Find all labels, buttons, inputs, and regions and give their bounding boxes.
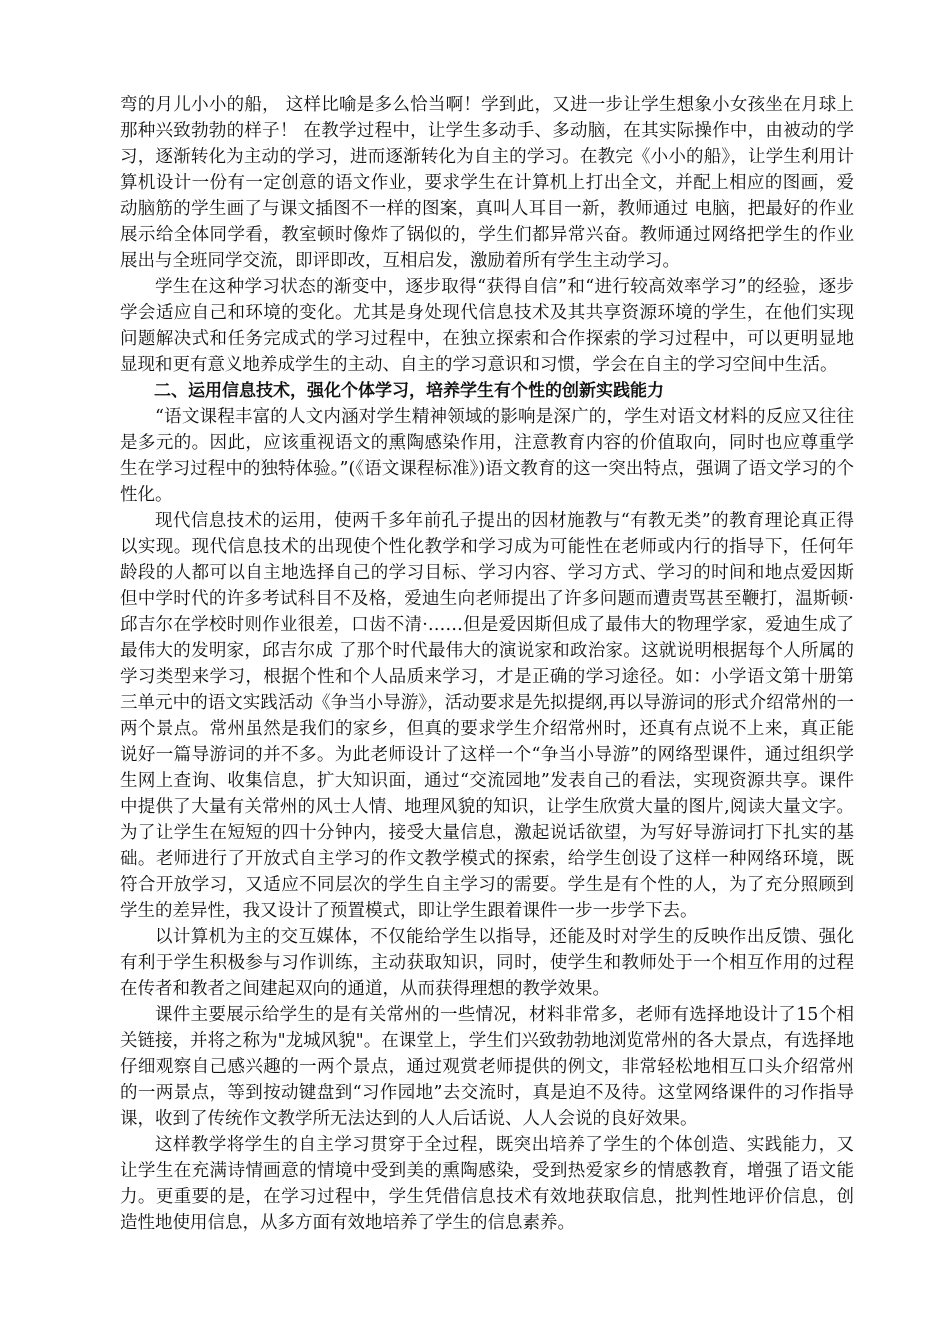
paragraph-continuation: 弯的月儿小小的船， 这样比喻是多么恰当啊！学到此，又进一步让学生想象小女孩坐在月球上那种兴致勃勃的样子！ 在教学过程中，让学生多动手、多动脑，在其实际操作中，由被动的学习，逐渐转化为主动的学习，进而逐渐转化为自主的学习。在教完《小小的船》，让学生利用计算机设计一份有一定创意的语文作业，要求学生在计算机上打出全文，并配上相应的图画，爱动脑筋的学生画了与课文插图不一样的图案，真叫人耳目一新，教师通过 电脑，把最好的作业展示给全体同学看，教室顿时像炸了锅似的，学生们都异常兴奋。教师通过网络把学生的作业展出与全班同学交流，即评即改，互相启发，激励着所有学生主动学习。 xyxy=(120,95,854,271)
paragraph-learning-state: 学生在这种学习状态的渐变中，逐步取得“获得自信”和“进行较高效率学习”的经验，逐步学会适应自己和环境的变化。尤其是身处现代信息技术及其共享资源环境的学生，在他们实现问题解决式和任务完成式的学习过程中，在独立探索和合作探索的学习过程中，可以更明显地显现和更有意义地养成学生的主动、自主的学习意识和习惯，学会在自主的学习空间中生活。 xyxy=(120,277,854,375)
paragraph-interactive-media: 以计算机为主的交互媒体，不仅能给学生以指导，还能及时对学生的反映作出反馈、强化有利于学生积极参与习作训练，主动获取知识，同时，使学生和教师处于一个相互作用的过程在传者和教者之间建起双向的通道，从而获得理想的教学效果。 xyxy=(120,927,854,999)
document-body xyxy=(120,92,854,1236)
paragraph-curriculum-quote: “语文课程丰富的人文内涵对学生精神领域的影响是深广的，学生对语文材料的反应又往往是多元的。因此，应该重视语文的熏陶感染作用，注意教育内容的价值取向，同时也应尊重学生在学习过程中的独特体验。”(《语文课程标准》)语文教育的这一突出特点，强调了语文学习的个性化。 xyxy=(120,407,854,505)
section-heading-2: 二、运用信息技术，强化个体学习，培养学生有个性的创新实践能力 xyxy=(154,381,664,401)
paragraph-courseware: 课件主要展示给学生的是有关常州的一些情况，材料非常多，老师有选择地设计了15个相关链接，并将之称为"龙城风貌"。在课堂上，学生们兴致勃勃地浏览常州的各大景点，有选择地仔细观察自己感兴趣的一两个景点，通过观赏老师提供的例文，非常轻松地相互口头介绍常州的一两景点，等到按动键盘到“习作园地”去交流时，真是迫不及待。这堂网络课件的习作指导课，收到了传统作文教学所无法达到的人人后话说、人人会说的良好效果。 xyxy=(120,1005,854,1129)
paragraph-individualized-learning: 现代信息技术的运用，使两千多年前孔子提出的因材施教与“有教无类”的教育理论真正得以实现。现代信息技术的出现使个性化教学和学习成为可能性在老师或内行的指导下，任何年龄段的人都可以自主地选择自己的学习目标、学习内容、学习方式、学习的时间和地点爱因斯但中学时代的许多考试科目不及格，爱迪生向老师提出了许多问题而遭责骂甚至鞭打，温斯顿·邱吉尔在学校时则作业很差，口齿不清·……但是爱因斯但成了最伟大的物理学家，爱迪生成了最伟大的发明家，邱吉尔成 了那个时代最伟大的演说家和政治家。这就说明根据每个人所属的学习类型来学习，根据个性和个人品质来学习，才是正确的学习途径。如：小学语文第十册第三单元中的语文实践活动《争当小导游》，活动要求是先拟提纲,再以导游词的形式介绍常州的一两个景点。常州虽然是我们的家乡，但真的要求学生介绍常州时，还真有点说不上来，真正能说好一篇导游词的并不多。为此老师设计了这样一个“争当小导游”的网络型课件，通过组织学生网上查询、收集信息，扩大知识面，通过“交流园地”发表自己的看法，实现资源共享。课件中提供了大量有关常州的风士人情、地理风貌的知识，让学生欣赏大量的图片,阅读大量文字。为了让学生在短短的四十分钟内，接受大量信息，激起说话欲望，为写好导游词打下扎实的基础。老师进行了开放式自主学习的作文教学模式的探索，给学生创设了这样一种网络环境，既符合开放学习，又适应不同层次的学生自主学习的需要。学生是有个性的人，为了充分照顾到学生的差异性，我又设计了预置模式，即让学生跟着课件一步一步学下去。 xyxy=(120,511,854,921)
paragraph-conclusion: 这样教学将学生的自主学习贯穿于全过程，既突出培养了学生的个体创造、实践能力，又让学生在充满诗情画意的情境中受到美的熏陶感染，受到热爱家乡的情感教育，增强了语文能力。更重要的是，在学习过程中，学生凭借信息技术有效地获取信息，批判性地评价信息，创造性地使用信息，从多方面有效地培养了学生的信息素养。 xyxy=(120,1135,854,1233)
